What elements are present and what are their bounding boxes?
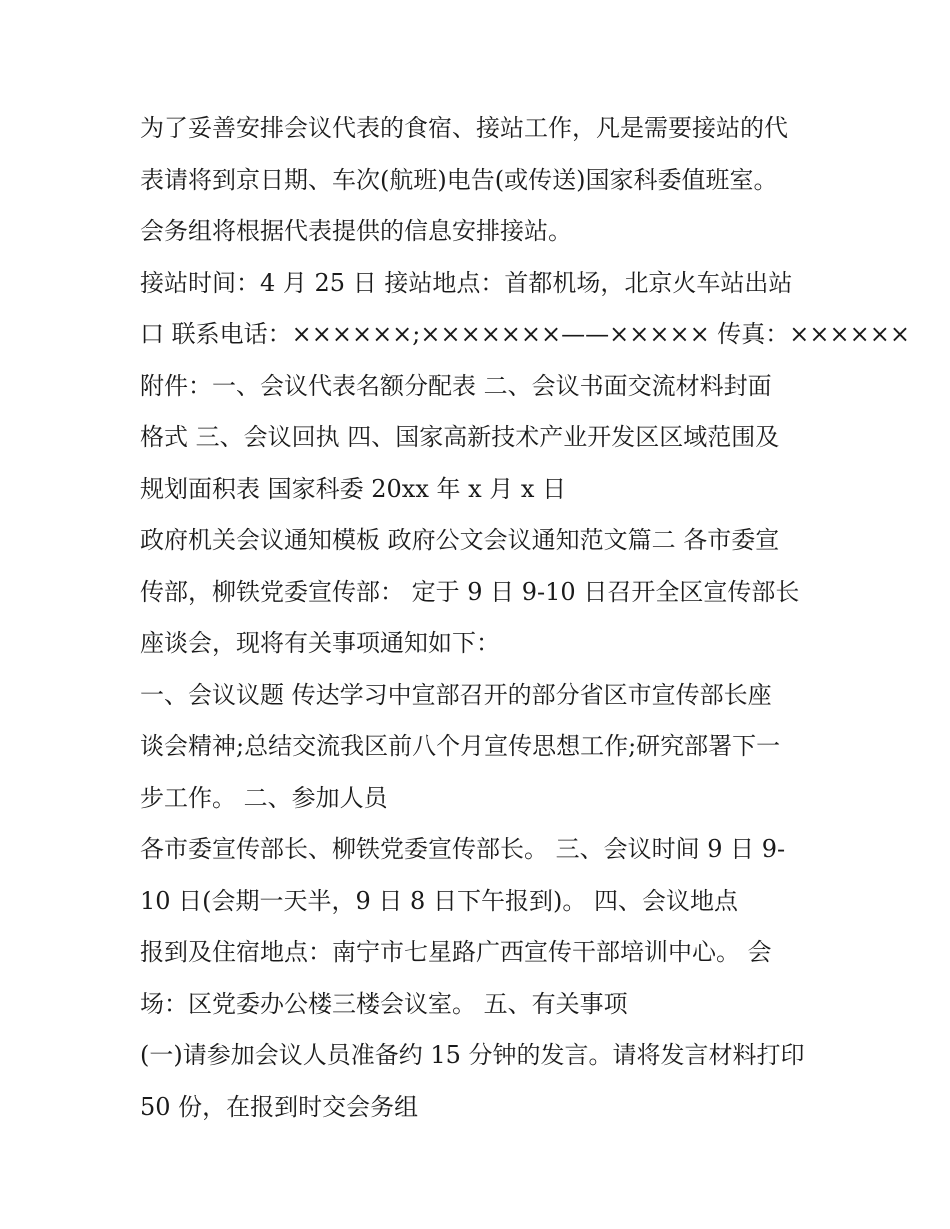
text-line: 为了妥善安排会议代表的食宿、接站工作，凡是需要接站的代 bbox=[140, 114, 788, 142]
text-line: 报到及住宿地点：南宁市七星路广西宣传干部培训中心。 会 bbox=[140, 938, 772, 966]
text-line: 会务组将根据代表提供的信息安排接站。 bbox=[140, 217, 572, 245]
text-line: 政府机关会议通知模板 政府公文会议通知范文篇二 各市委宣 bbox=[140, 526, 780, 554]
document-body bbox=[140, 103, 910, 1133]
text-line: 一、会议议题 传达学习中宣部召开的部分省区市宣传部长座 bbox=[140, 680, 772, 709]
text-line: 谈会精神;总结交流我区前八个月宣传思想工作;研究部署下一 bbox=[140, 732, 781, 760]
paragraph-related-matters bbox=[140, 1030, 820, 1133]
paragraph-reception-arrangement bbox=[140, 103, 820, 258]
text-line: 50 份，在报到时交会务组 bbox=[140, 1092, 419, 1121]
paragraph-reception-contact bbox=[140, 258, 910, 361]
paragraph-attachments bbox=[140, 361, 820, 516]
text-line: 传部，柳铁党委宣传部： 定于 9 日 9-10 日召开全区宣传部长 bbox=[140, 577, 800, 606]
text-line: 格式 三、会议回执 四、国家高新技术产业开发区区域范围及 bbox=[140, 423, 780, 451]
text-line: 表请将到京日期、车次(航班)电告(或传送)国家科委值班室。 bbox=[140, 165, 778, 194]
text-line: 场：区党委办公楼三楼会议室。 五、有关事项 bbox=[140, 989, 628, 1018]
text-line: 规划面积表 国家科委 20xx 年 x 月 x 日 bbox=[140, 474, 567, 503]
text-line: 各市委宣传部长、柳铁党委宣传部长。 三、会议时间 9 日 9- bbox=[140, 835, 786, 863]
text-line: 附件：一、会议代表名额分配表 二、会议书面交流材料封面 bbox=[140, 371, 772, 400]
paragraph-meeting-time bbox=[140, 824, 820, 927]
text-line: 接站时间：4 月 25 日 接站地点：首都机场，北京火车站出站 bbox=[140, 268, 793, 297]
text-line: 10 日(会期一天半，9 日 8 日下午报到)。 四、会议地点 bbox=[140, 886, 738, 915]
text-line: 座谈会，现将有关事项通知如下： bbox=[140, 629, 500, 657]
paragraph-notice-intro bbox=[140, 515, 820, 670]
text-line: 步工作。 二、参加人员 bbox=[140, 783, 388, 812]
paragraph-meeting-location bbox=[140, 927, 820, 1030]
text-line: (一)请参加会议人员准备约 15 分钟的发言。请将发言材料打印 bbox=[140, 1041, 805, 1069]
paragraph-meeting-topic bbox=[140, 670, 820, 825]
text-line: 口 联系电话：××××××;×××××××——××××× 传真：×××××× bbox=[140, 320, 910, 348]
